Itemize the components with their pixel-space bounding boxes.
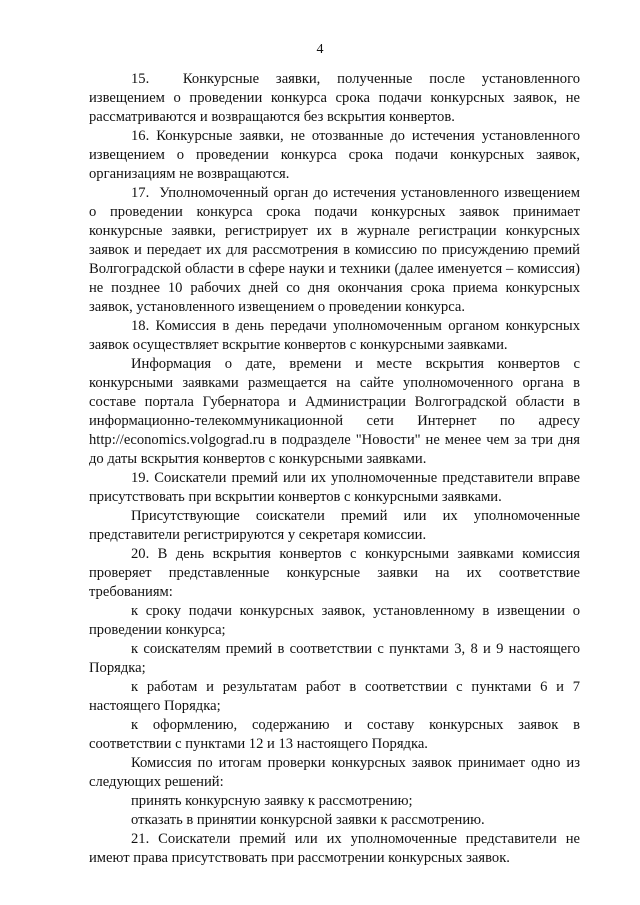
- requirement-works: к работам и результатам работ в соответствии с пунктами 6 и 7 настоящего Порядка;: [89, 679, 580, 714]
- decision-reject: отказать в принятии конкурсной заявки к рассмотрению.: [131, 812, 485, 828]
- paragraph-18-info: Информация о дате, времени и месте вскрытия конвертов с конкурсными заявками размещается на сайте уполномоченного органа в составе портала Губернатора и Администрации Волгоградской области в информационно-телекоммуникационной сети Интернет по адресу http://economics.volgograd.ru в подразделе "Новости" не менее чем за три дня до даты вскрытия конвертов с конкурсными заявками.: [89, 356, 580, 467]
- decision-accept: принять конкурсную заявку к рассмотрению;: [131, 793, 413, 809]
- page-number: 4: [316, 42, 324, 57]
- requirement-applicants: к соискателям премий в соответствии с пунктами 3, 8 и 9 настоящего Порядка;: [89, 641, 580, 676]
- paragraph-19: 19. Соискатели премий или их уполномоченные представители вправе присутствовать при вскрытии конвертов с конкурсными заявками.: [89, 470, 580, 505]
- paragraph-20: 20. В день вскрытия конвертов с конкурсными заявками комиссия проверяет представленные конкурсные заявки на их соответствие требованиям:: [89, 546, 580, 600]
- requirement-deadline: к сроку подачи конкурсных заявок, установленному в извещении о проведении конкурса;: [89, 603, 580, 638]
- paragraph-18: 18. Комиссия в день передачи уполномоченным органом конкурсных заявок осуществляет вскрытие конвертов с конкурсными заявками.: [89, 318, 580, 353]
- paragraph-21: 21. Соискатели премий или их уполномоченные представители не имеют права присутствовать при рассмотрении конкурсных заявок.: [89, 831, 580, 866]
- paragraph-16: 16. Конкурсные заявки, не отозванные до истечения установленного извещением о проведении конкурса срока подачи конкурсных заявок, организациям не возвращаются.: [89, 128, 580, 182]
- paragraph-17: 17. Уполномоченный орган до истечения установленного извещением о проведении конкурса срока подачи конкурсных заявок принимает конкурсные заявки, регистрирует их в журнале регистрации конкурсных заявок и передает их для рассмотрения в комиссию по присуждению премий Волгоградской области в сфере науки и техники (далее именуется – комиссия) не позднее 10 рабочих дней со дня окончания срока приема конкурсных заявок, установленного извещением о проведении конкурса.: [89, 185, 580, 315]
- paragraph-20-decisions: Комиссия по итогам проверки конкурсных заявок принимает одно из следующих решений:: [89, 755, 580, 790]
- document-body: [89, 70, 580, 868]
- requirement-formatting: к оформлению, содержанию и составу конкурсных заявок в соответствии с пунктами 12 и 13 настоящего Порядка.: [89, 717, 580, 752]
- paragraph-15: 15. Конкурсные заявки, полученные после установленного извещением о проведении конкурса срока подачи конкурсных заявок, не рассматриваются и возвращаются без вскрытия конвертов.: [89, 71, 580, 125]
- paragraph-19-registration: Присутствующие соискатели премий или их уполномоченные представители регистрируются у секретаря комиссии.: [89, 508, 580, 543]
